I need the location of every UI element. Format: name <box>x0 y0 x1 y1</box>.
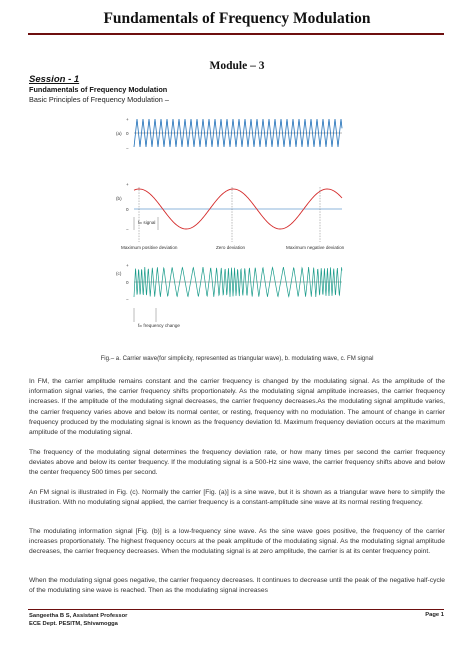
module-heading: Module – 3 <box>209 60 265 72</box>
session-heading: Session - 1 <box>29 74 80 85</box>
paragraph-2: The frequency of the modulating signal determines the frequency deviation rate, or how many times per second the carrier frequency deviates above and below its center frequency. If the modulating signal is a 500-Hz sine wave, the carrier frequency shifts above and below the center frequency 500 times per second. <box>29 449 445 477</box>
section-subtitle: Fundamentals of Frequency Modulation <box>29 85 168 94</box>
figure-caption: Fig.– a. Carrier wave(for simplicity, represented as triangular wave), b. modulating wave, c. FM signal <box>100 355 374 362</box>
footer-author: Sangeetha B S, Assistant Professor <box>29 613 128 619</box>
panel-c-minus: − <box>126 297 129 302</box>
footer-author-block <box>29 612 127 628</box>
footer-dept: ECE Dept. PESITM, Shivamogga <box>29 621 118 627</box>
panel-c-plus: + <box>126 263 129 268</box>
zero-deviation-label: Zero deviation <box>216 245 246 250</box>
page-title: Fundamentals of Frequency Modulation <box>103 10 371 27</box>
panel-a-minus: − <box>126 146 129 151</box>
panel-a-plus: + <box>126 117 129 122</box>
fm-waveform-figure <box>110 108 350 348</box>
fm-signal-label: fₘ signal <box>138 220 156 225</box>
panel-c-label: (c) <box>116 271 122 276</box>
max-negative-label: Maximum negative deviation <box>286 245 345 250</box>
paragraph-1: In FM, the carrier amplitude remains constant and the carrier frequency is changed by the modulating signal. As the amplitude of the information signal varies, the carrier frequency shifts proportionately. As the modulating signal amplitude increases, the carrier frequency increases. If the amplitude of the modulating signal decreases, the carrier frequency decreases.As the modulating signal amplitude varies, the carrier frequency varies above and below its normal center, or resting, frequency with no modulation. The amount of change in carrier frequency produced by the modulating signal is known as the frequency deviation fd. Maximum frequency deviation occurs at the maximum amplitude of the modulating signal. <box>29 378 445 437</box>
footer-divider <box>28 609 444 610</box>
title-divider <box>28 33 444 35</box>
section-intro: Basic Principles of Frequency Modulation – <box>29 95 169 104</box>
paragraph-5: When the modulating signal goes negative, the carrier frequency decreases. It continues to decrease until the peak of the negative half-cycle of the modulating sine wave is reached. Then as the modulating signal increases <box>29 577 445 595</box>
panel-a-label: (a) <box>116 131 122 136</box>
footer-page-number: Page 1 <box>425 612 444 618</box>
freq-change-label: fₘ frequency change <box>138 323 180 328</box>
panel-b-label: (b) <box>116 196 122 201</box>
max-positive-label: Maximum positive deviation <box>121 245 178 250</box>
paragraph-3: An FM signal is illustrated in Fig. (c). Normally the carrier [Fig. (a)] is a sine wave, but it is shown as a triangular wave here to simplify the illustration. With no modulating signal applied, the carrier frequency is a constant-amplitude sine wave at its normal resting frequency. <box>29 489 445 507</box>
panel-c-zero: 0 <box>126 280 129 285</box>
panel-a-zero: 0 <box>126 131 129 136</box>
panel-b-minus: − <box>126 227 129 232</box>
paragraph-4: The modulating information signal [Fig. (b)] is a low-frequency sine wave. As the sine wave goes positive, the frequency of the carrier increases proportionately. The highest frequency occurs at the peak amplitude of the modulating signal. As the modulating signal amplitude decreases, the carrier frequency decreases. When the modulating signal is at zero amplitude, the carrier is at its center frequency point. <box>29 528 445 556</box>
panel-b-plus: + <box>126 182 129 187</box>
panel-b-zero: 0 <box>126 207 129 212</box>
